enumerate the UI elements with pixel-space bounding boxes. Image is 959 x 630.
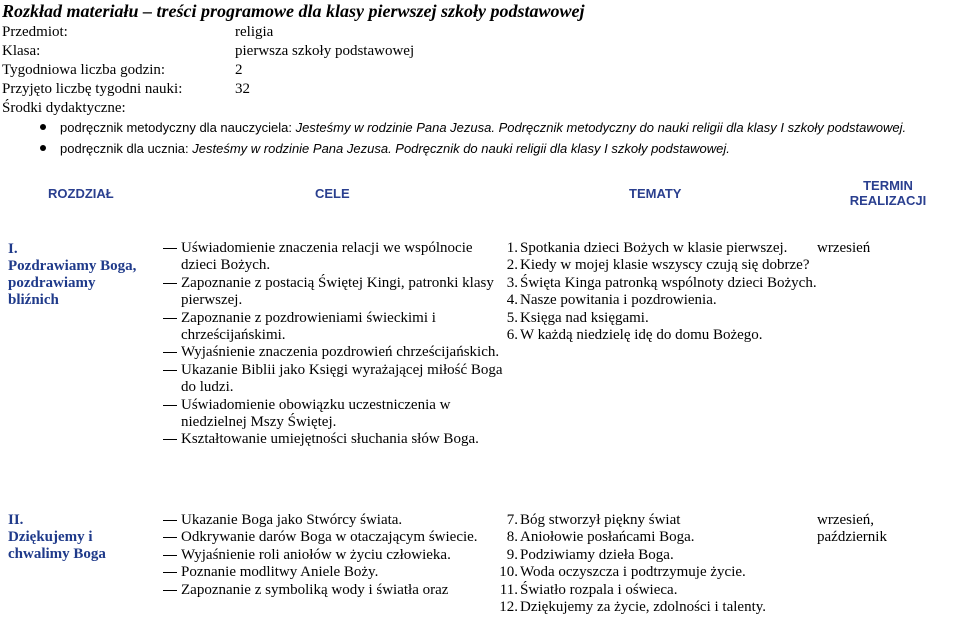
list-item: 2. Kiedy w mojej klasie wszyscy czują się dobrze? — [506, 257, 810, 274]
meta-row-materials — [2, 100, 235, 117]
dash-icon — [163, 520, 177, 521]
list-item: 9. Podziwiamy dzieła Boga. — [506, 546, 674, 563]
bullet-icon — [40, 124, 46, 130]
list-item: Kształtowanie umiejętności słuchania słów Boga. — [165, 431, 505, 448]
dash-icon — [163, 572, 177, 573]
bullet-icon — [40, 145, 46, 151]
dash-icon — [163, 248, 177, 249]
header-chapter: ROZDZIAŁ — [48, 186, 114, 201]
meta-label: Przyjęto liczbę tygodni nauki: — [2, 81, 183, 97]
dash-icon — [163, 555, 177, 556]
meta-row-weeks — [2, 81, 250, 98]
chapter-2-topics — [498, 512, 818, 616]
chapter-2-term: wrzesień, październik — [817, 512, 887, 546]
list-item: Odkrywanie darów Boga w otaczającym świecie. — [165, 529, 505, 546]
list-item: 3. Święta Kinga patronką wspólnoty dzieci Bożych. — [506, 274, 817, 291]
header-term: TERMIN REALIZACJI — [849, 178, 927, 208]
meta-label: Środki dydaktyczne: — [2, 100, 126, 116]
meta-label: Klasa: — [2, 43, 41, 59]
meta-row-subject — [2, 24, 273, 41]
page-title: Rozkład materiału – treści programowe dla klasy pierwszej szkoły podstawowej — [2, 1, 585, 21]
list-item: 1. Spotkania dzieci Bożych w klasie pierwszej. — [506, 240, 788, 256]
list-item: podręcznik dla ucznia: Jesteśmy w rodzinie Pana Jezusa. Podręcznik do nauki religii dla klasy I szkoły podstawowej. — [60, 138, 906, 159]
list-item: 10. Woda oczyszcza i podtrzymuje życie. — [499, 564, 746, 581]
list-item: Zapoznanie z postacią Świętej Kingi, patronki klasy pierwszej. — [165, 275, 505, 310]
meta-label: Tygodniowa liczba godzin: — [2, 62, 166, 78]
header-goals: CELE — [315, 186, 350, 201]
list-item: Uświadomienie znaczenia relacji we wspólnocie dzieci Bożych. — [165, 240, 505, 275]
list-item: 5. Księga nad księgami. — [506, 309, 649, 326]
list-item: 11. Światło rozpala i oświeca. — [499, 581, 678, 598]
meta-value: pierwsza szkoły podstawowej — [235, 43, 415, 59]
chapter-1-title: I. Pozdrawiamy Boga, pozdrawiamy bliźnich — [8, 241, 137, 308]
chapter-1-goals — [165, 240, 505, 449]
dash-icon — [163, 405, 177, 406]
meta-value: religia — [235, 24, 274, 40]
list-item: Zapoznanie z pozdrowieniami świeckimi i chrześcijańskimi. — [165, 310, 505, 345]
meta-row-hours — [2, 62, 243, 79]
chapter-1-topics — [498, 240, 818, 344]
list-item: Poznanie modlitwy Aniele Boży. — [165, 564, 505, 581]
dash-icon — [163, 352, 177, 353]
list-item: 6. W każdą niedzielę idę do domu Bożego. — [506, 327, 763, 344]
chapter-2-goals — [165, 512, 505, 599]
list-item: Ukazanie Boga jako Stwórcy świata. — [165, 512, 505, 529]
chapter-1-term: wrzesień — [817, 240, 871, 256]
dash-icon — [163, 318, 177, 319]
meta-row-class — [2, 43, 414, 60]
list-item: 7. Bóg stworzył piękny świat — [506, 512, 681, 528]
list-item: Zapoznanie z symboliką wody i światła oraz — [165, 582, 505, 599]
list-item: podręcznik metodyczny dla nauczyciela: Jesteśmy w rodzinie Pana Jezusa. Podręcznik metodyczny do nauki religii dla klasy I szkoły podstawowej. — [60, 117, 906, 138]
meta-label: Przedmiot: — [2, 24, 68, 40]
list-item: Uświadomienie obowiązku uczestniczenia w niedzielnej Mszy Świętej. — [165, 397, 505, 432]
dash-icon — [163, 590, 177, 591]
list-item: Wyjaśnienie znaczenia pozdrowień chrześcijańskich. — [165, 344, 505, 361]
list-item: Ukazanie Biblii jako Księgi wyrażającej miłość Boga do ludzi. — [165, 362, 505, 397]
dash-icon — [163, 283, 177, 284]
meta-value: 2 — [235, 62, 243, 78]
list-item: 4. Nasze powitania i pozdrowienia. — [506, 292, 717, 309]
dash-icon — [163, 439, 177, 440]
header-topics: TEMATY — [629, 186, 682, 201]
dash-icon — [163, 370, 177, 371]
meta-value: 32 — [235, 81, 250, 97]
materials-list — [60, 117, 906, 159]
dash-icon — [163, 537, 177, 538]
list-item: Wyjaśnienie roli aniołów w życiu człowieka. — [165, 547, 505, 564]
list-item: 12. Dziękujemy za życie, zdolności i talenty. — [499, 599, 767, 616]
list-item: 8. Aniołowie posłańcami Boga. — [506, 529, 695, 546]
chapter-2-title: II. Dziękujemy i chwalimy Boga — [8, 512, 106, 562]
